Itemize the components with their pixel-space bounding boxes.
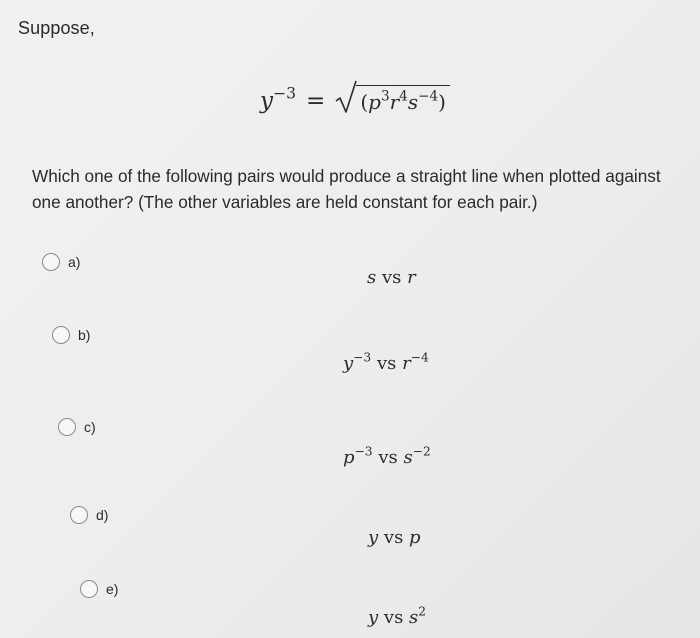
- option-a[interactable]: [42, 253, 80, 271]
- option-b-expression: $y^{-3}$ vs $r^{-4}$: [343, 350, 429, 374]
- option-c[interactable]: [58, 418, 96, 436]
- question-text: Which one of the following pairs would produce a straight line when plotted against one another? (The other variables are held constant for each pair.): [32, 166, 661, 212]
- option-letter: e): [106, 581, 119, 597]
- option-e[interactable]: [80, 580, 118, 598]
- equals-sign: =: [306, 88, 326, 114]
- option-e-expression: y vs $s^2$: [368, 604, 427, 628]
- option-c-expression: $p^{-3}$ vs $s^{-2}$: [343, 444, 431, 468]
- equation-lhs: $y^{-3}$: [260, 83, 297, 114]
- option-d[interactable]: [70, 506, 108, 524]
- radio-button[interactable]: [52, 326, 70, 344]
- option-a-expression: s vs r: [367, 267, 416, 288]
- radicand: $(p^3r^4s^{-4})$: [356, 85, 450, 114]
- given-equation: [260, 80, 450, 114]
- radio-button[interactable]: [58, 418, 76, 436]
- option-letter: b): [78, 327, 91, 343]
- option-letter: d): [96, 507, 109, 523]
- intro-text: Suppose,: [18, 18, 95, 38]
- option-d-expression: y vs p: [368, 527, 421, 548]
- square-root: [335, 80, 450, 114]
- radio-button[interactable]: [70, 506, 88, 524]
- radio-button[interactable]: [42, 253, 60, 271]
- option-letter: c): [84, 419, 96, 435]
- option-b[interactable]: [52, 326, 90, 344]
- radical-sign-icon: [335, 80, 357, 114]
- option-letter: a): [68, 254, 81, 270]
- radio-button[interactable]: [80, 580, 98, 598]
